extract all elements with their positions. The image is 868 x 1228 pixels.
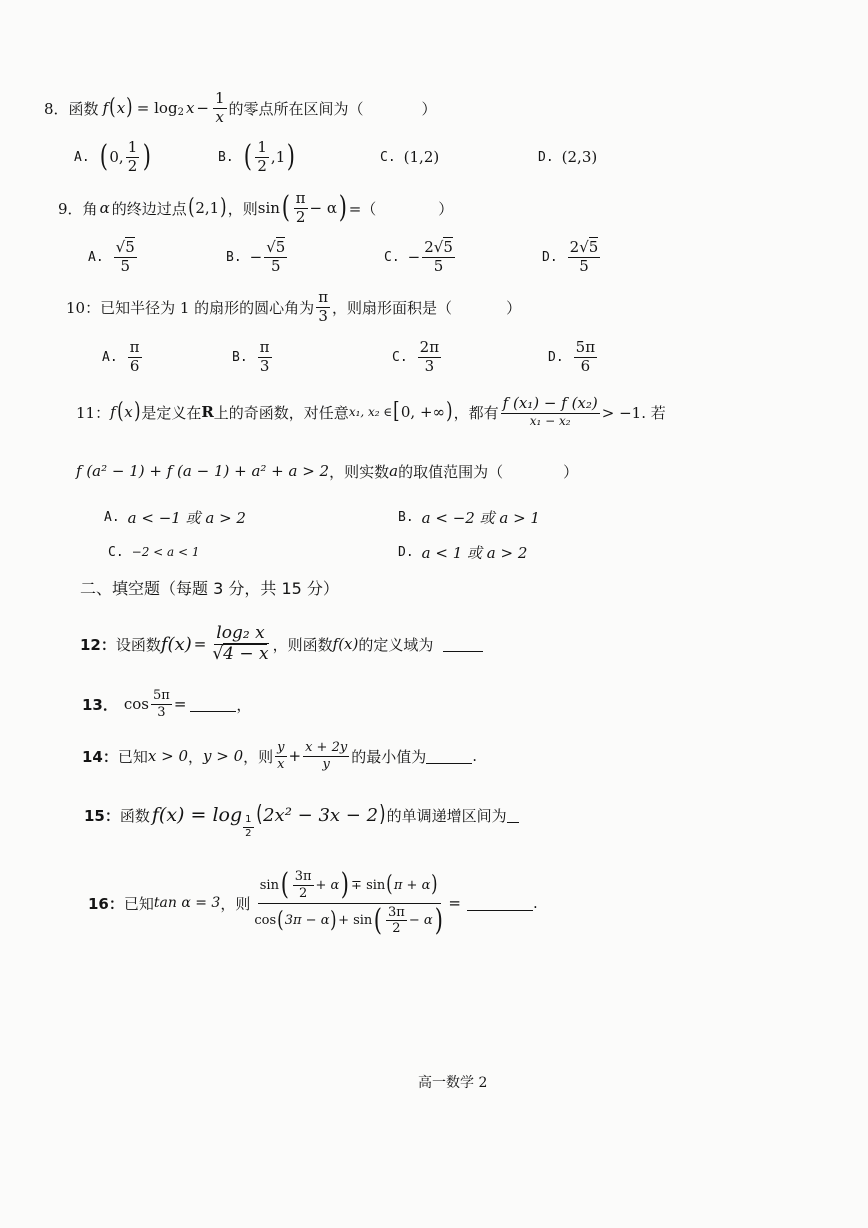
variable-a: a [389,462,399,480]
option-9a: A. $\frac{√5}{5}$ [88,237,135,275]
expression-part: 3π − α [284,912,330,928]
option-value: ,1 [270,148,286,166]
fraction-denominator: 2 [257,156,267,175]
variable-x: x [185,99,195,117]
question-11-line1: 11： f ( x ) 是定义在 R 上的奇函数，对任意 x₁, x₂ ∈ [ 0, +∞ ) ，都有 $\frac{\text{f (x₁) − f (x₂)}}{\text{x₁ − x₂}}$ > −1. 若 [76,394,666,429]
question-text: 的零点所在区间为（ [228,99,364,118]
question-text: 已知 [123,894,154,913]
function-name: f [102,99,109,117]
option-11b [398,505,540,529]
option-value: (1,2) [403,148,440,166]
question-number: 8． [44,99,69,118]
option-value: (2,3) [561,148,598,166]
option-10c [392,334,443,380]
fraction-numerator: π [318,287,329,306]
function-expression: f(x) = log [151,804,243,826]
option-8d [538,145,597,169]
expression-part: + α [315,877,340,893]
equals-sign: = [448,894,461,912]
real-numbers-symbol: R [201,403,214,421]
condition: y > 0 [203,747,244,765]
radicand: 5 [125,237,135,256]
equals-sign: = [173,695,187,713]
option-label: A. [102,349,118,365]
fraction-denominator: 5 [433,256,444,275]
option-label: A. [88,249,104,265]
option-8c [380,145,439,169]
fraction-denominator: 2 [392,921,401,937]
fraction-numerator: π [259,337,270,356]
fraction-numerator: π [129,337,140,356]
question-text: 已知 [117,747,148,766]
page-footer: 高一数学 2 [418,1075,488,1091]
answer-blank[interactable] [443,637,483,652]
option-11d [398,540,527,564]
option-value: −2 < a < 1 [131,545,200,559]
variable-alpha: α [99,199,110,217]
equals-sign: = [193,635,207,653]
question-text: ，则 [227,199,258,218]
question-15: 15： 函数 f(x) = log $\frac{1}{2}$ ( 2x² − 3x − 2 ) 的单调递增区间为 [84,790,519,840]
expression-part: ∓ sin [351,877,386,893]
option-sign: − [249,248,263,266]
condition: tan α = 3 [153,895,221,911]
fraction-numerator: 2π [419,337,440,356]
question-text: 的最小值为 [351,747,427,766]
answer-bracket-close: ） [421,99,437,118]
expression-part: π + α [393,877,431,893]
option-value: 0, [109,148,124,166]
fraction-numerator: 1 [214,88,225,107]
option-9c: C. − $\frac{2√5}{5}$ [384,237,453,275]
question-number: 12： [80,635,116,654]
answer-bracket-close: ） [506,298,522,317]
punctuation: . [532,894,538,912]
answer-blank[interactable] [190,697,236,712]
question-text: 设函数 [115,635,161,654]
option-10b [232,334,274,380]
log-base-numerator: 1 [243,815,253,828]
log-argument: 2x² − 3x − 2 [263,804,379,826]
fraction-denominator: 3 [157,704,166,720]
punctuation: ， [188,747,204,766]
option-label: B. [232,349,248,365]
fraction-numerator: 5π [153,687,170,703]
point-coordinates: 2,1 [195,199,220,217]
punctuation: ， [236,695,252,714]
punctuation: . [472,747,477,765]
interval: 0, +∞ [400,403,446,421]
fraction-denominator: x [277,756,285,772]
log-expression: = log [136,99,178,117]
fraction-denominator: 3 [259,356,270,375]
question-text: 是定义在 [141,403,202,422]
coefficient: 2 [424,237,434,256]
fraction-denominator: x₁ − x₂ [529,414,571,429]
option-11c [108,540,200,564]
fraction-numerator: f (x₁) − f (x₂) [502,394,598,413]
expression-part: + sin [338,912,373,928]
fraction-denominator: 5 [271,256,281,275]
fraction-numerator: 3π [388,904,405,920]
cos-function: cos [123,695,150,713]
radicand: 5 [443,237,453,256]
expression-part: − α [408,912,433,928]
answer-blank[interactable] [507,808,519,823]
question-13 [82,682,251,726]
fraction-numerator: x + 2y [305,739,348,755]
option-label: C. [392,349,408,365]
question-text: ，则扇形面积是（ [332,298,453,317]
question-text: ，则函数 [272,635,333,654]
answer-bracket-close: ） [563,462,579,481]
radicand: 5 [588,237,599,256]
answer-blank[interactable] [426,749,472,764]
answer-bracket-close: ） [438,199,454,218]
option-value: a < −1 或 a > 2 [127,508,246,527]
question-text: ，则实数 [329,462,390,481]
question-text: ，都有 [453,403,499,422]
main-fraction [252,867,446,938]
question-text: 的定义域为 [358,635,434,654]
condition: x > 0 [147,747,188,765]
fraction-denominator: 2 [298,885,308,901]
variables: x₁, x₂ ∈ [348,405,393,419]
log-base: 2 [177,106,184,118]
option-value: a < 1 或 a > 2 [421,543,528,562]
fraction-denominator: 2 [127,156,138,175]
option-9b: B. − $\frac{√5}{5}$ [226,237,286,275]
question-text: ，则 [243,747,274,766]
plus-sign: + [288,747,302,765]
fraction-numerator: 5π [575,337,596,356]
question-number: 9． [58,199,83,218]
option-label: C. [108,544,124,560]
fraction [213,88,227,126]
question-number: 10： [66,298,101,317]
main-numerator: sin ( $\frac{3\pi}{2}$ + α ) ∓ sin ( π + α ) [258,870,441,903]
question-text: 的终边过点 [111,199,187,218]
function-name: f(x) [160,633,192,655]
question-text: 角 [82,199,98,218]
function-name: f(x) [332,635,359,653]
fraction-denominator: 6 [129,356,140,375]
radicand: 4 − x [223,643,269,664]
option-label: D. [548,349,564,365]
question-text: 上的奇函数，对任意 [213,403,349,422]
fraction-denominator: 6 [580,356,591,375]
radicand: 5 [275,237,286,256]
question-text: 已知半径为 1 的扇形的圆心角为 [100,298,315,317]
fraction-denominator: 3 [424,356,435,375]
fraction-numerator: 3π [294,869,312,885]
question-text: 函数 [68,99,99,118]
fraction-denominator: x [215,107,224,126]
question-text: ，则 [220,894,251,913]
fraction-denominator: 5 [579,256,589,275]
main-denominator: cos ( 3π − α ) + sin ( $\frac{3\pi}{2}$ − α ) [254,902,443,938]
option-8b: B. ( $\frac{1}{2}$ ,1 ) [218,137,296,175]
option-11a [104,505,246,529]
question-16 [88,860,538,946]
question-number: 16： [88,894,124,913]
expression-part: − α [309,199,337,217]
option-8a: A. ( 0, $\frac{1}{2}$ ) [74,137,152,175]
question-11-line2 [76,455,578,487]
option-label: A. [74,149,90,165]
fraction-numerator: 1 [127,137,138,156]
option-9d: D. $\frac{2√5}{5}$ [542,237,599,275]
question-14 [82,734,477,778]
question-number: 14： [82,747,118,766]
option-sign: − [407,248,421,266]
question-number: 15： [84,806,120,825]
option-label: B. [218,149,234,165]
option-value: a < −2 或 a > 1 [421,508,540,527]
question-text: 的取值范围为（ [398,462,504,481]
cos-function: cos [254,912,277,928]
option-label: D. [542,249,558,265]
option-label: C. [384,249,400,265]
option-label: C. [380,149,396,165]
fraction-denominator: 5 [120,256,130,275]
option-10a [102,334,144,380]
question-text: > −1. 若 [601,403,666,422]
section-title: 二、填空题（每题 3 分，共 15 分） [80,579,339,598]
option-label: D. [398,544,414,560]
question-9: 9． 角 α 的终边过点 ( 2,1 ) ，则 sin ( $\frac{\pi}{2}$ − α ) =（ ） [58,188,454,226]
sin-function: sin [257,199,280,217]
question-12: 12： 设函数 f(x) = $\frac{\text{log₂ x}}{√4 - x}$ ，则函数 f(x) 的定义域为 [80,616,483,672]
question-text: =（ [348,199,377,218]
fraction-denominator: y [322,756,330,772]
fraction-denominator: 2 [295,207,306,226]
log-base-denominator: 2 [245,827,252,839]
question-text: 的单调递增区间为 [386,806,507,825]
question-8: 8． 函数 f ( x ) = log 2 x − $\frac{1}{x}$ 的零点所在区间为（ ） [44,88,437,126]
option-label: B. [226,249,242,265]
sin-function: sin [259,877,279,893]
answer-blank[interactable] [467,896,533,911]
fraction-denominator: 3 [318,306,328,325]
question-10 [66,285,521,329]
fraction-numerator: y [277,739,285,755]
coefficient: 2 [569,237,580,256]
fraction-numerator: π [295,188,306,207]
inequality-formula: f (a² − 1) + f (a − 1) + a² + a > 2 [76,462,330,480]
option-10d [548,334,599,380]
option-label: B. [398,509,414,525]
question-number: 11： [76,403,111,422]
question-text: 函数 [119,806,150,825]
fraction-numerator: 1 [257,137,267,156]
option-label: A. [104,509,120,525]
fraction-numerator: log₂ x [216,622,265,643]
option-label: D. [538,149,554,165]
question-number: 13． [82,695,118,714]
